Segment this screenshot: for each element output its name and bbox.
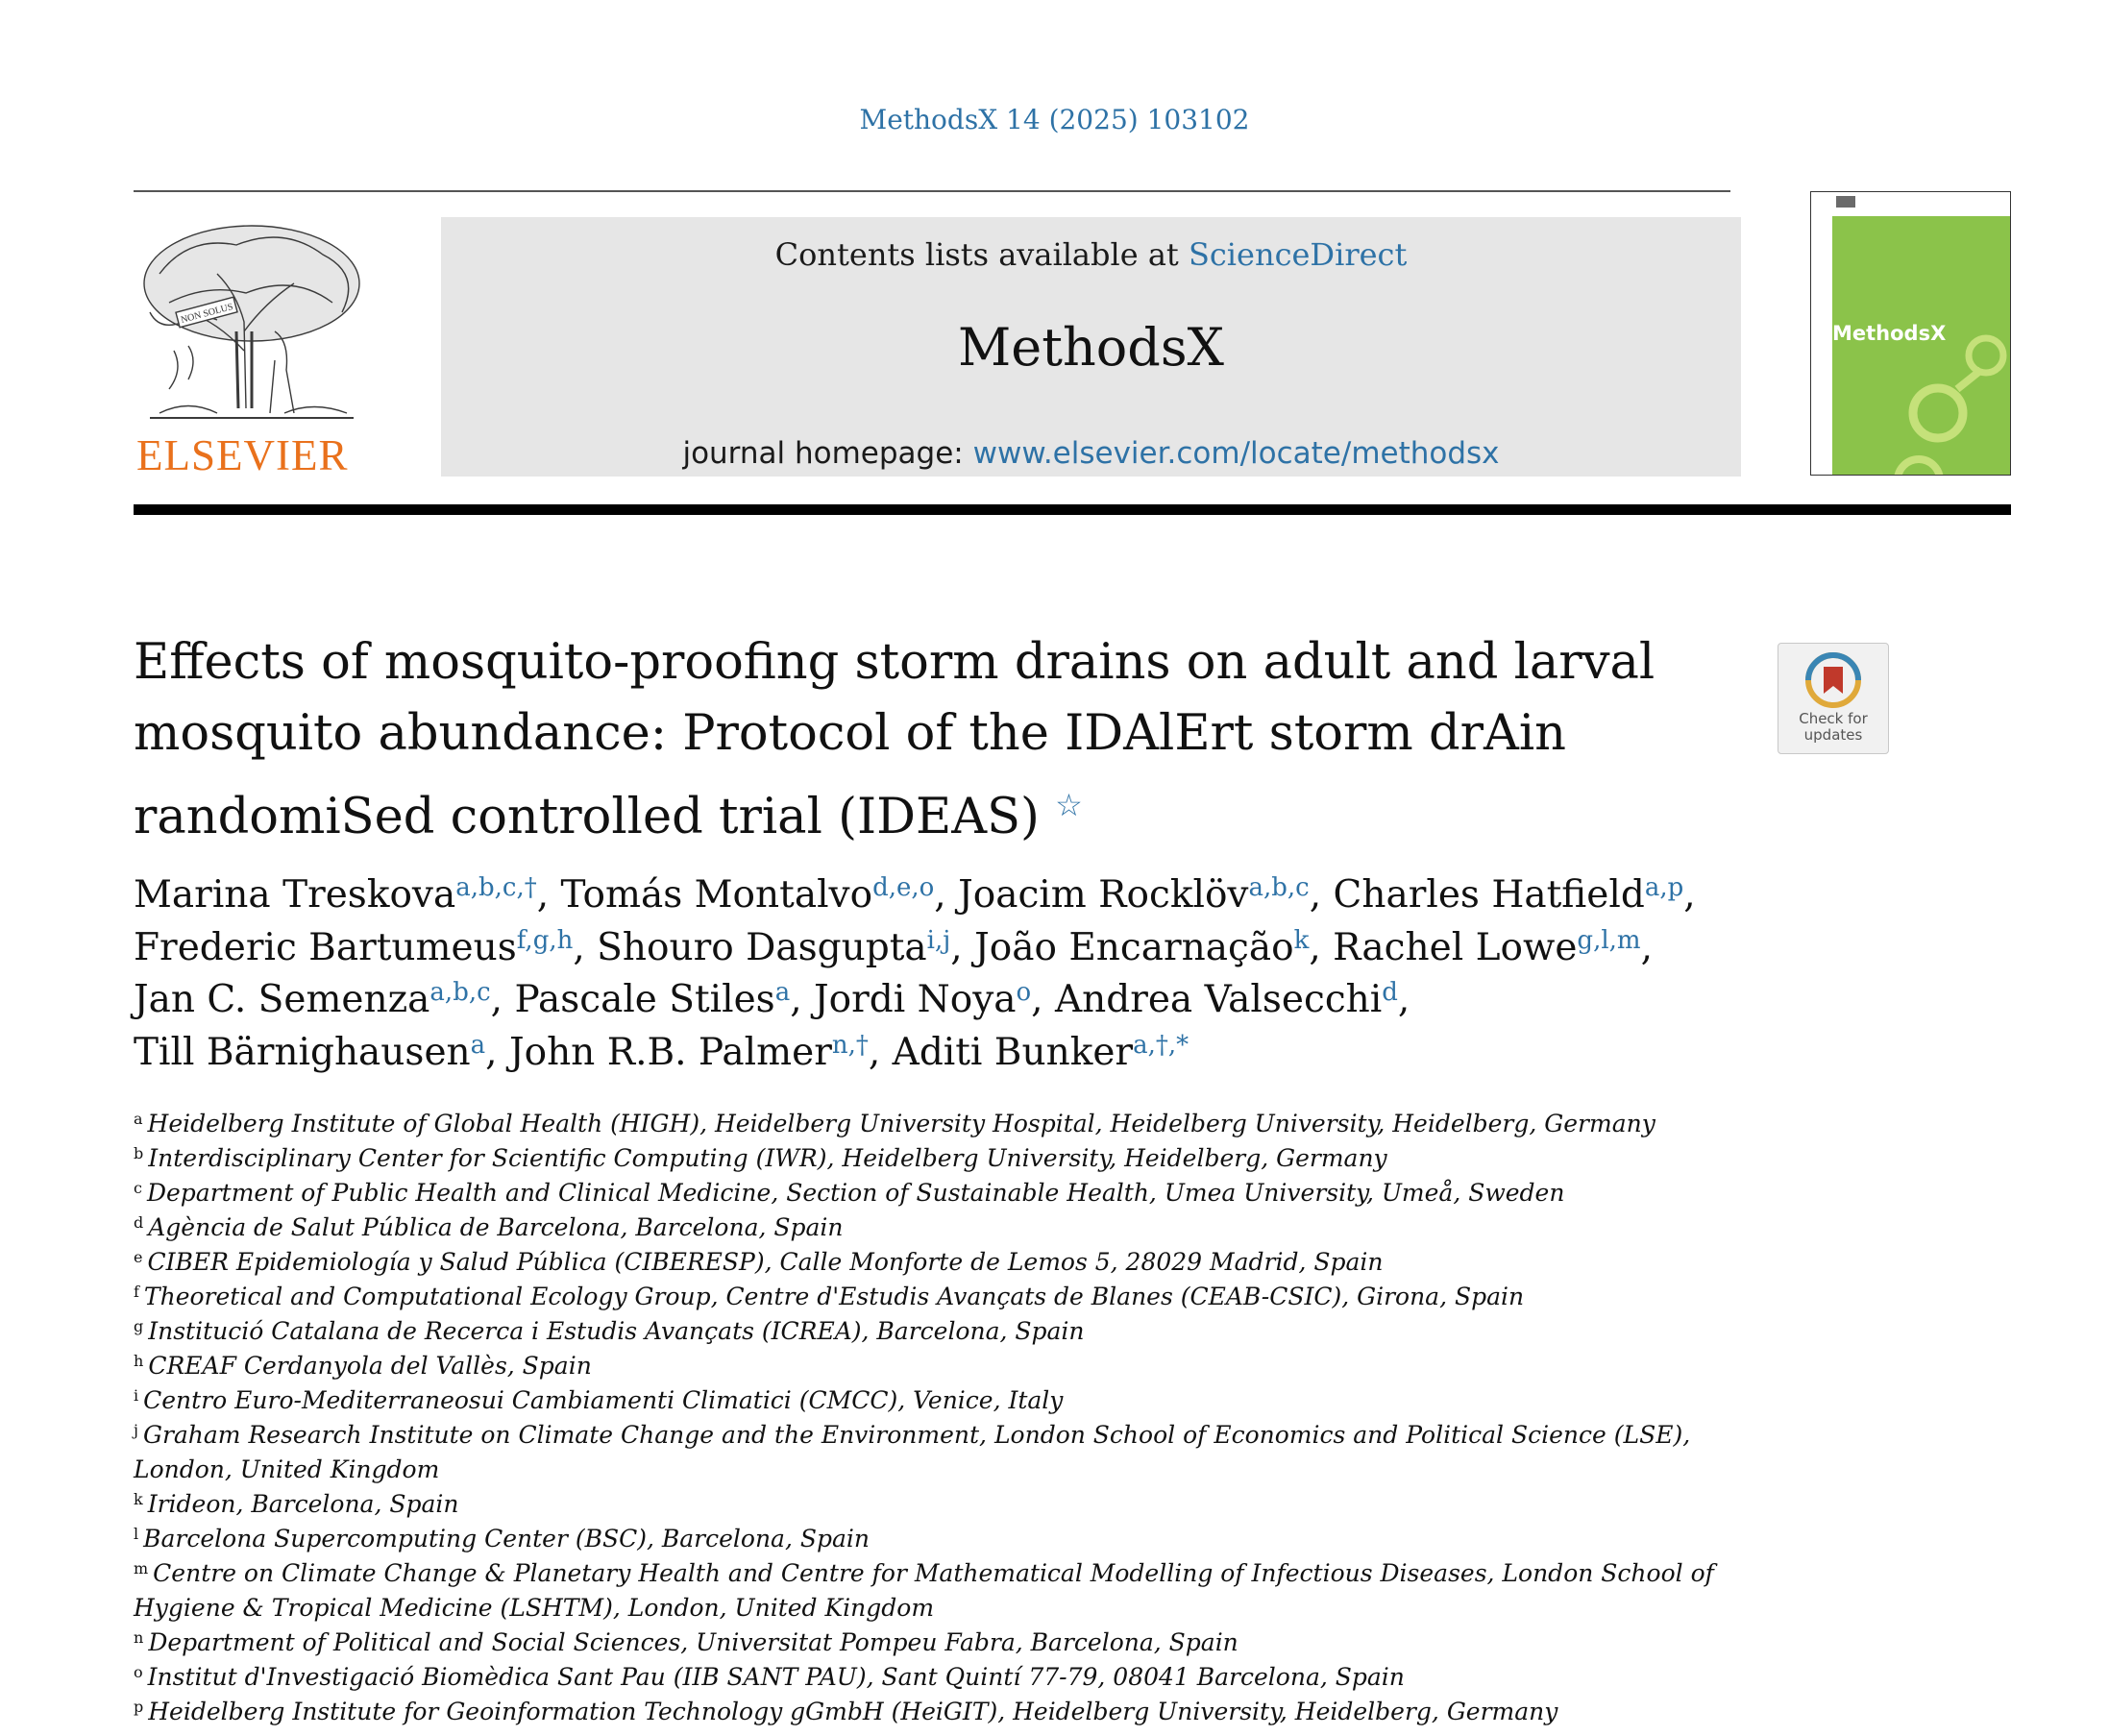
affiliation-letter: l bbox=[134, 1525, 139, 1543]
journal-name[interactable]: MethodsX bbox=[958, 317, 1224, 378]
affiliation-text: Barcelona Supercomputing Center (BSC), Barcelona, Spain bbox=[143, 1525, 870, 1553]
affiliation-letter: h bbox=[134, 1352, 144, 1370]
author-separator: , bbox=[1683, 873, 1696, 917]
logo-motto: NON SOLUS bbox=[179, 301, 234, 326]
author-list bbox=[134, 869, 1767, 1079]
author-affiliation-marker[interactable]: o bbox=[1016, 978, 1032, 1007]
article-title bbox=[134, 627, 1709, 853]
author-separator: , bbox=[1031, 978, 1055, 1021]
author-affiliation-marker[interactable]: d bbox=[1382, 978, 1398, 1007]
cover-spine bbox=[1811, 192, 1832, 475]
header-rule bbox=[134, 190, 1730, 192]
affiliation-item bbox=[134, 1349, 1748, 1383]
author-name[interactable]: Charles Hatfield bbox=[1333, 873, 1645, 917]
affiliation-letter: a bbox=[134, 1110, 143, 1128]
affiliation-letter: k bbox=[134, 1490, 143, 1508]
author-name[interactable]: Pascale Stiles bbox=[514, 978, 775, 1021]
author-affiliation-marker[interactable]: i,j bbox=[926, 925, 951, 955]
affiliation-letter: i bbox=[134, 1386, 139, 1405]
author-affiliation-marker[interactable]: a bbox=[774, 978, 791, 1007]
elsevier-wordmark[interactable]: ELSEVIER bbox=[136, 431, 349, 479]
affiliation-text: Graham Research Institute on Climate Change and the Environment, London School of Economics and Political Science (LSE), London, United Kingdom bbox=[134, 1421, 1691, 1483]
author-name[interactable]: Till Bärnighausen bbox=[134, 1030, 471, 1074]
homepage-line bbox=[441, 436, 1741, 471]
title-line-3: randomiSed controlled trial (IDEAS) bbox=[134, 789, 1040, 845]
affiliation-text: Institució Catalana de Recerca i Estudis Avançats (ICREA), Barcelona, Spain bbox=[148, 1317, 1085, 1345]
author-name[interactable]: João Encarnação bbox=[974, 925, 1294, 969]
author-name[interactable]: Joacim Rocklöv bbox=[958, 873, 1249, 917]
author-name[interactable]: Jordi Noya bbox=[814, 978, 1017, 1021]
author-separator: , bbox=[1640, 925, 1653, 969]
title-line-1: Effects of mosquito-proofing storm drains on adult and larval bbox=[134, 634, 1655, 691]
author-separator: , bbox=[490, 978, 515, 1021]
affiliation-item bbox=[134, 1141, 1748, 1176]
affiliation-item bbox=[134, 1487, 1748, 1522]
contents-prefix: Contents lists available at bbox=[774, 236, 1189, 273]
affiliation-text: Irideon, Barcelona, Spain bbox=[147, 1490, 459, 1518]
check-updates-label: Check for updates bbox=[1799, 710, 1868, 744]
journal-cover-thumbnail[interactable] bbox=[1810, 191, 2011, 476]
author-affiliation-marker[interactable]: a,†,* bbox=[1133, 1030, 1189, 1060]
affiliation-letter: c bbox=[134, 1179, 142, 1197]
check-updates-icon bbox=[1804, 651, 1862, 709]
author-affiliation-marker[interactable]: n,† bbox=[831, 1030, 869, 1060]
affiliation-text: Centre on Climate Change & Planetary Health and Centre for Mathematical Modelling of Infectious Diseases, London School of Hygiene & Tropical Medicine (LSHTM), London, United Kingdom bbox=[134, 1559, 1714, 1622]
affiliation-item bbox=[134, 1626, 1748, 1660]
author-separator: , bbox=[950, 925, 975, 969]
affiliation-text: Centro Euro-Mediterraneosui Cambiamenti Climatici (CMCC), Venice, Italy bbox=[143, 1386, 1064, 1414]
affiliation-letter: m bbox=[134, 1559, 149, 1577]
affiliation-item bbox=[134, 1176, 1748, 1210]
journal-header-box bbox=[441, 217, 1741, 477]
author-separator: , bbox=[1397, 978, 1410, 1021]
author-separator: , bbox=[1309, 925, 1334, 969]
affiliation-item bbox=[134, 1280, 1748, 1314]
author-affiliation-marker[interactable]: a,p bbox=[1644, 873, 1684, 902]
author-affiliation-marker[interactable]: a,b,c bbox=[429, 978, 491, 1007]
affiliation-item bbox=[134, 1107, 1748, 1141]
affiliation-text: Institut d'Investigació Biomèdica Sant Pau (IIB SANT PAU), Sant Quintí 77-79, 08041 Barcelona, Spain bbox=[147, 1663, 1405, 1691]
author-name[interactable]: Rachel Lowe bbox=[1333, 925, 1578, 969]
author-separator: , bbox=[868, 1030, 893, 1074]
affiliation-item bbox=[134, 1556, 1748, 1626]
affiliation-text: Interdisciplinary Center for Scientific Computing (IWR), Heidelberg University, Heidelberg, Germany bbox=[148, 1144, 1387, 1172]
author-name[interactable]: Andrea Valsecchi bbox=[1054, 978, 1383, 1021]
affiliation-text: Agència de Salut Pública de Barcelona, Barcelona, Spain bbox=[148, 1213, 844, 1241]
affiliation-text: Theoretical and Computational Ecology Group, Centre d'Estudis Avançats de Blanes (CEAB-CSIC), Girona, Spain bbox=[143, 1283, 1525, 1310]
affiliation-letter: e bbox=[134, 1248, 143, 1266]
author-affiliation-marker[interactable]: d,e,o bbox=[872, 873, 935, 902]
cover-title: MethodsX bbox=[1832, 322, 1947, 345]
affiliation-text: Heidelberg Institute of Global Health (HIGH), Heidelberg University Hospital, Heidelberg University, Heidelberg, Germany bbox=[147, 1110, 1655, 1137]
journal-homepage-link[interactable]: www.elsevier.com/locate/methodsx bbox=[972, 436, 1500, 471]
title-line-2: mosquito abundance: Protocol of the IDAlErt storm drAin bbox=[134, 705, 1566, 762]
author-separator: , bbox=[485, 1030, 509, 1074]
affiliation-text: CIBER Epidemiología y Salud Pública (CIBERESP), Calle Monforte de Lemos 5, 28029 Madrid, Spain bbox=[147, 1248, 1384, 1276]
journal-citation[interactable]: MethodsX 14 (2025) 103102 bbox=[859, 104, 1250, 135]
author-separator: , bbox=[934, 873, 959, 917]
affiliation-item bbox=[134, 1522, 1748, 1556]
author-separator: , bbox=[790, 978, 815, 1021]
affiliation-list bbox=[134, 1107, 1748, 1729]
affiliation-text: CREAF Cerdanyola del Vallès, Spain bbox=[148, 1352, 592, 1380]
author-name[interactable]: Frederic Bartumeus bbox=[134, 925, 517, 969]
homepage-prefix: journal homepage: bbox=[682, 436, 973, 471]
affiliation-item bbox=[134, 1418, 1748, 1487]
affiliation-letter: b bbox=[134, 1144, 144, 1162]
affiliation-letter: f bbox=[134, 1283, 139, 1301]
author-name[interactable]: Tomás Montalvo bbox=[560, 873, 873, 917]
affiliation-text: Department of Public Health and Clinical Medicine, Section of Sustainable Health, Umea University, Umeå, Sweden bbox=[146, 1179, 1565, 1207]
author-affiliation-marker[interactable]: a,b,c,† bbox=[455, 873, 537, 902]
author-name[interactable]: John R.B. Palmer bbox=[508, 1030, 832, 1074]
author-affiliation-marker[interactable]: f,g,h bbox=[516, 925, 574, 955]
author-affiliation-marker[interactable]: a,b,c bbox=[1248, 873, 1310, 902]
title-footnote-star-icon[interactable]: ☆ bbox=[1055, 787, 1083, 823]
header-thick-rule bbox=[134, 504, 2011, 515]
author-separator: , bbox=[536, 873, 561, 917]
author-affiliation-marker[interactable]: k bbox=[1293, 925, 1310, 955]
author-name[interactable]: Jan C. Semenza bbox=[134, 978, 430, 1021]
affiliation-item bbox=[134, 1245, 1748, 1280]
author-separator: , bbox=[1309, 873, 1334, 917]
affiliation-letter: j bbox=[134, 1421, 138, 1439]
contents-line bbox=[441, 236, 1741, 273]
author-name[interactable]: Shouro Dasgupta bbox=[597, 925, 927, 969]
affiliation-letter: o bbox=[134, 1663, 143, 1681]
affiliation-item bbox=[134, 1695, 1748, 1729]
author-affiliation-marker[interactable]: g,l,m bbox=[1577, 925, 1641, 955]
affiliation-letter: n bbox=[134, 1628, 144, 1647]
affiliation-letter: g bbox=[134, 1317, 144, 1335]
affiliation-text: Heidelberg Institute for Geoinformation Technology gGmbH (HeiGIT), Heidelberg University, Heidelberg, Germany bbox=[148, 1698, 1558, 1725]
author-affiliation-marker[interactable]: a bbox=[470, 1030, 486, 1060]
affiliation-item bbox=[134, 1383, 1748, 1418]
affiliation-text: Department of Political and Social Sciences, Universitat Pompeu Fabra, Barcelona, Spain bbox=[148, 1628, 1238, 1656]
author-separator: , bbox=[573, 925, 598, 969]
author-name[interactable]: Aditi Bunker bbox=[892, 1030, 1134, 1074]
author-name[interactable]: Marina Treskova bbox=[134, 873, 456, 917]
sciencedirect-link[interactable]: ScienceDirect bbox=[1188, 236, 1408, 273]
check-for-updates-button[interactable] bbox=[1778, 643, 1889, 754]
affiliation-item bbox=[134, 1660, 1748, 1695]
affiliation-item bbox=[134, 1314, 1748, 1349]
affiliation-letter: p bbox=[134, 1698, 144, 1716]
affiliation-item bbox=[134, 1210, 1748, 1245]
affiliation-letter: d bbox=[134, 1213, 144, 1232]
